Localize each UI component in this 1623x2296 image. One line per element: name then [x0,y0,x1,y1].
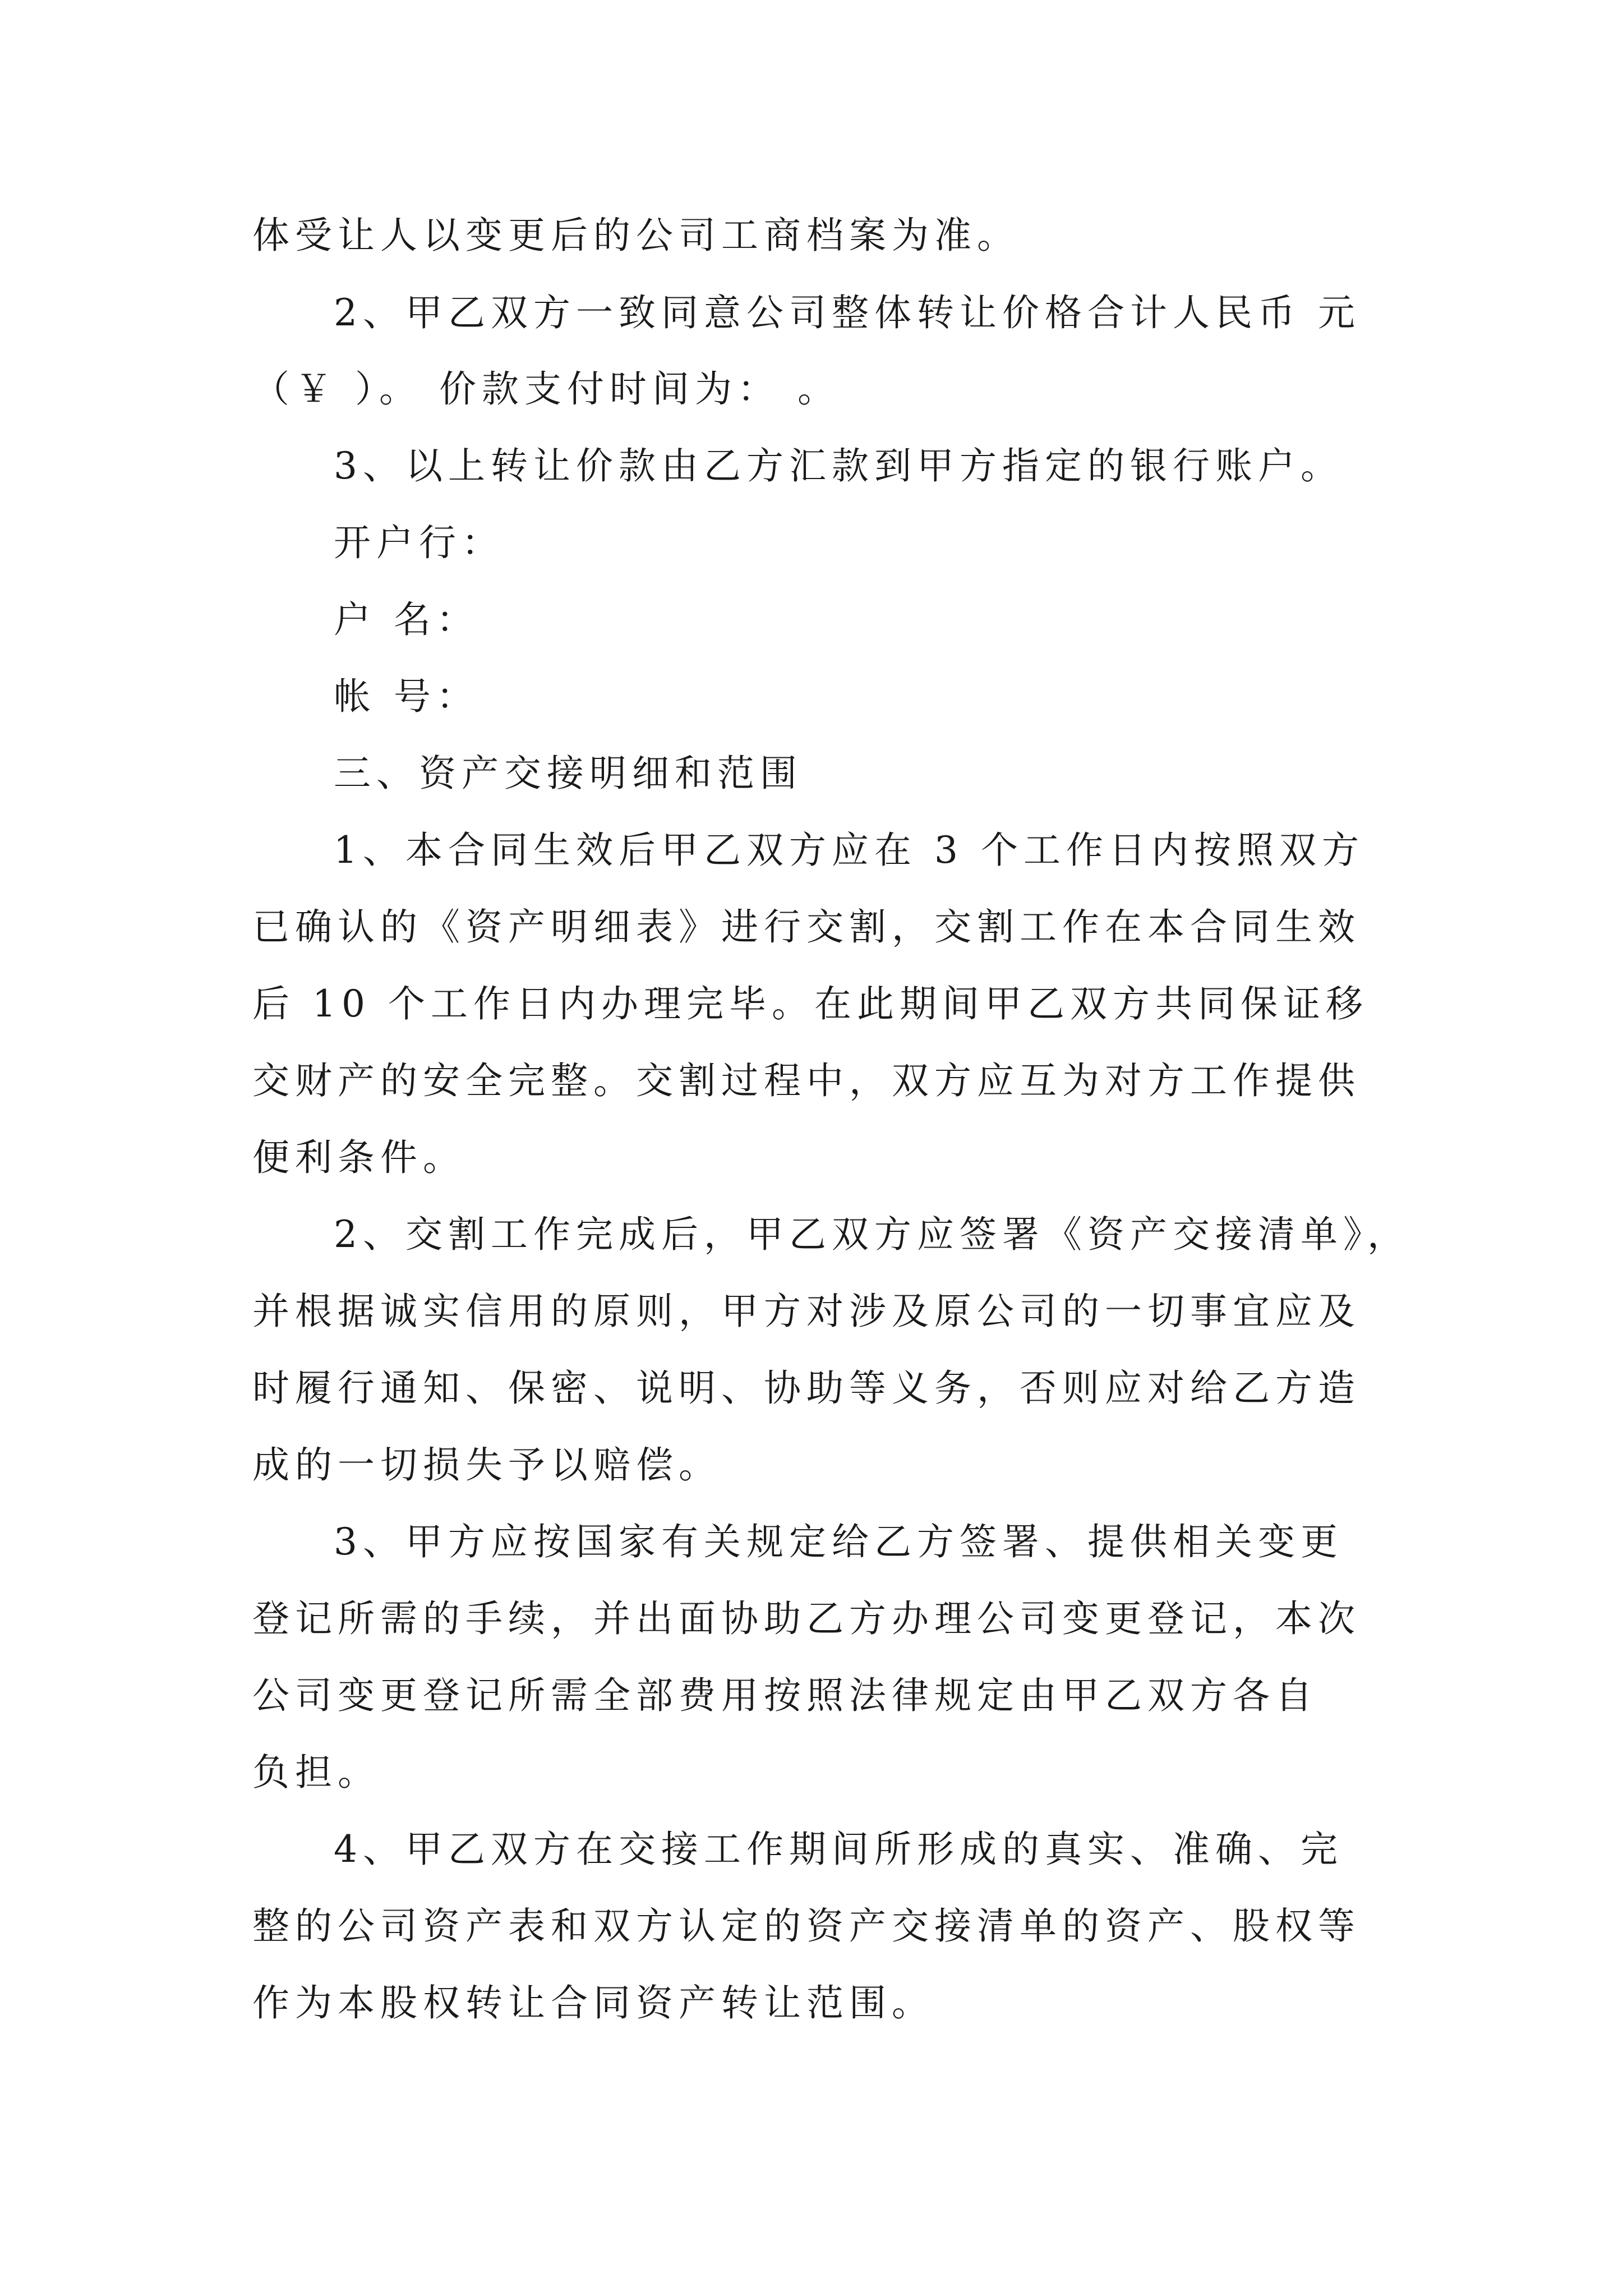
text-line: 时履行通知、保密、说明、协助等义务，否则应对给乙方造 [252,1366,1361,1410]
text-line: 体受让人以变更后的公司工商档案为准。 [252,214,1020,257]
text-line: 作为本股权转让合同资产转让范围。 [252,1981,934,2024]
text-line: 并根据诚实信用的原则，甲方对涉及原公司的一切事宜应及 [252,1290,1361,1333]
text-line: 帐 号： [334,675,479,718]
text-line: 后 10 个工作日内办理完毕。在此期间甲乙双方共同保证移 [252,982,1368,1025]
text-line: 1、本合同生效后甲乙双方应在 3 个工作日内按照双方 [334,829,1364,872]
text-line: 户 名： [334,598,479,641]
text-line: 便利条件。 [252,1136,465,1179]
text-line: 负担。 [252,1751,380,1794]
section-heading: 三、资产交接明细和范围 [334,752,803,795]
text-line: 3、甲方应按国家有关规定给乙方签署、提供相关变更 [334,1520,1343,1563]
text-line: 3、以上转让价款由乙方汇款到甲方指定的银行账户。 [334,444,1343,487]
text-line: 登记所需的手续，并出面协助乙方办理公司变更登记，本次 [252,1597,1361,1640]
text-line: 成的一切损失予以赔偿。 [252,1443,721,1487]
text-line: 开户行： [334,521,504,564]
text-line: 整的公司资产表和双方认定的资产交接清单的资产、股权等 [252,1904,1361,1948]
text-line: 2、交割工作完成后，甲乙双方应签署《资产交接清单》， [334,1213,1410,1256]
text-line: 交财产的安全完整。交割过程中，双方应互为对方工作提供 [252,1059,1361,1102]
text-line: 已确认的《资产明细表》进行交割，交割工作在本合同生效 [252,905,1361,949]
text-line: 公司变更登记所需全部费用按照法律规定由甲乙双方各自 [252,1674,1318,1717]
text-line: （￥ ）。 价款支付时间为： 。 [252,367,840,411]
text-line: 4、甲乙双方在交接工作期间所形成的真实、准确、完 [334,1828,1343,1871]
text-line: 2、甲乙双方一致同意公司整体转让价格合计人民币 元 [334,291,1361,334]
